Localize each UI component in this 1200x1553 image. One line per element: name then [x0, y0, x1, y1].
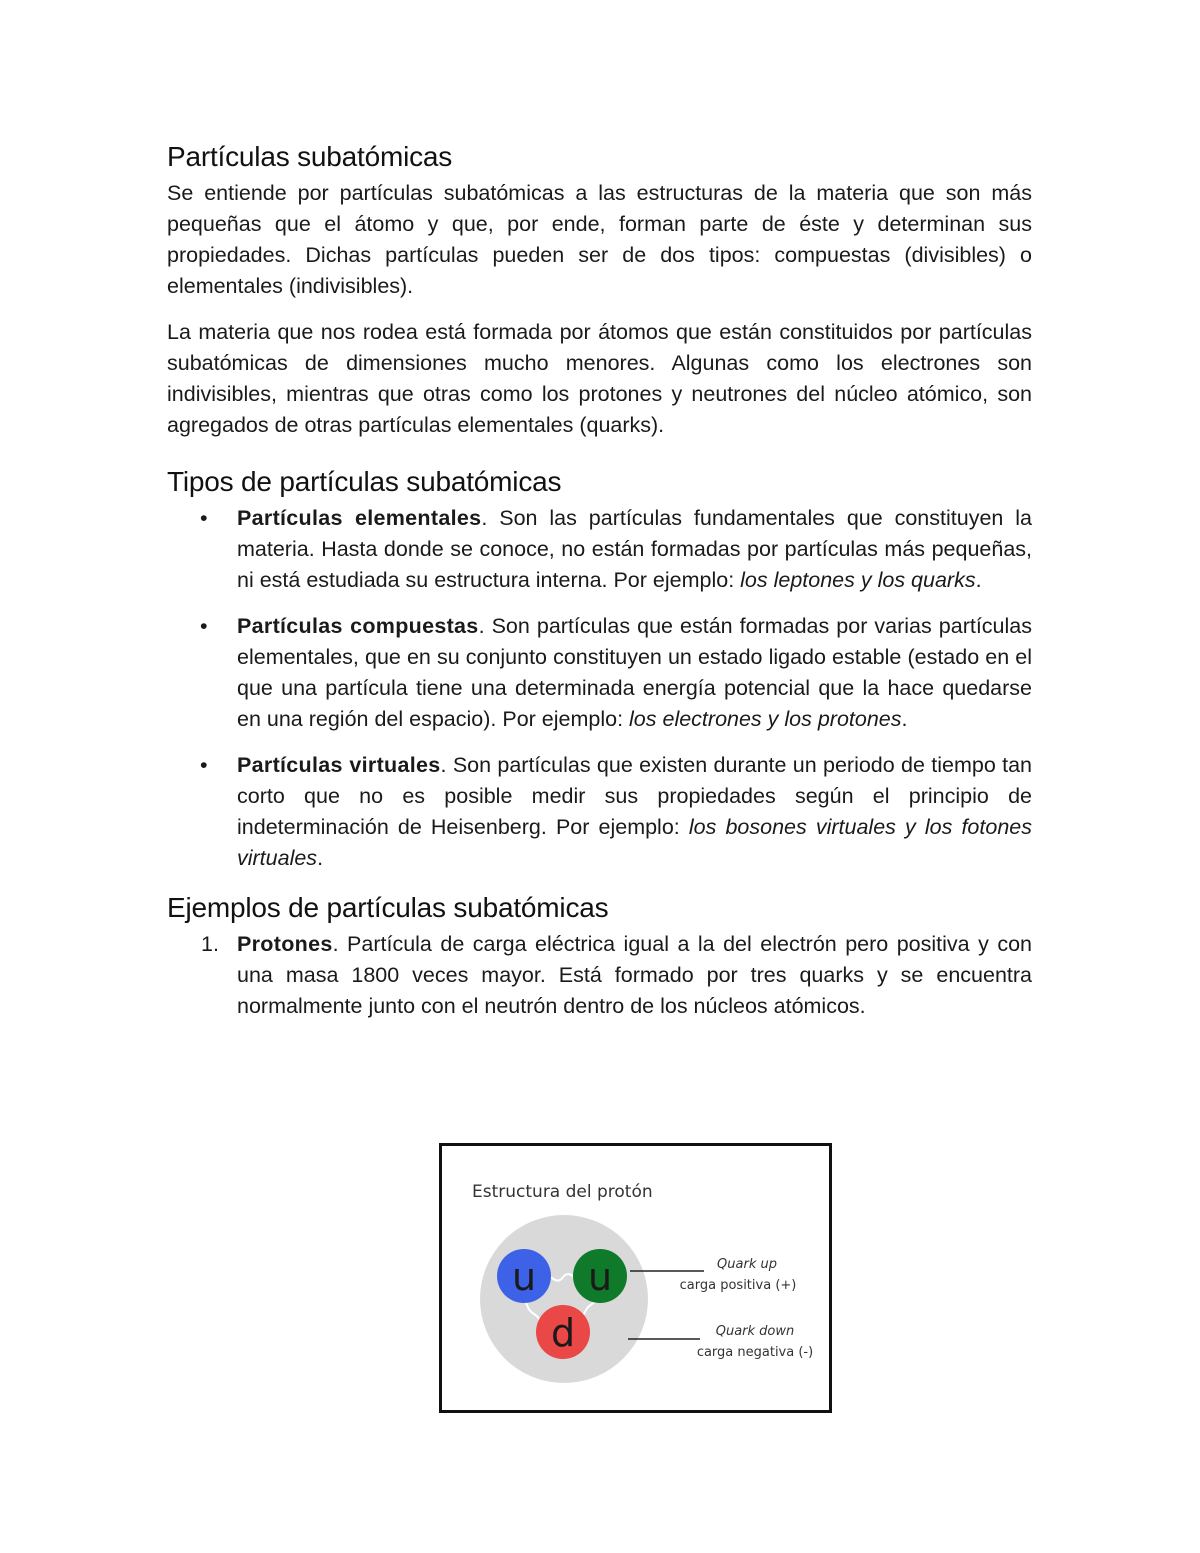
example-virtuales: los bosones virtuales y los fotones virtuales: [237, 815, 1032, 870]
label-quark-up: Quark up: [717, 1257, 777, 1272]
quark-bottom-letter: d: [550, 1311, 576, 1355]
paragraph-matter: La materia que nos rodea está formada por átomos que están constituidos por partículas subatómicas de dimensiones mucho menores. Algunas como los electrones son indivisibles, mientras que otras como los protones y neutrones del núcleo atómico, son agregados de otras partículas elementales (quarks).: [167, 320, 1032, 437]
document-body: [167, 138, 1032, 1037]
section-title-ejemplos: Ejemplos de partículas subatómicas: [167, 892, 609, 923]
examples-list: [167, 929, 1032, 1022]
section-title-tipos: Tipos de partículas subatómicas: [167, 466, 562, 497]
list-item-elementales: [167, 503, 1032, 596]
number-marker: 1.: [201, 932, 219, 956]
bullet-marker: •: [200, 753, 208, 777]
section-title-particulas: Partículas subatómicas: [167, 141, 453, 172]
sentence-end: .: [317, 846, 324, 870]
quark-right-letter: u: [587, 1255, 613, 1299]
list-item-compuestas: [167, 611, 1032, 735]
list-item-virtuales: [167, 750, 1032, 874]
term-virtuales: Partículas virtuales: [237, 753, 441, 777]
proton-diagram: [442, 1146, 829, 1410]
types-list: [167, 503, 1032, 874]
label-quark-down: Quark down: [715, 1324, 795, 1339]
label-charge-positive: carga positiva (+): [679, 1278, 797, 1293]
proton-structure-figure: [439, 1143, 832, 1413]
term-elementales: Partículas elementales: [237, 506, 482, 530]
example-compuestas: los electrones y los protones: [629, 707, 902, 731]
sentence-end: .: [901, 707, 908, 731]
figure-title: Estructura del protón: [472, 1182, 653, 1202]
term-compuestas: Partículas compuestas: [237, 614, 479, 638]
example-elementales: los leptones y los quarks: [740, 568, 976, 592]
paragraph-definition: Se entiende por partículas subatómicas a las estructuras de la materia que son más pequeñas que el átomo y que, por ende, forman parte de éste y determinan sus propiedades. Dichas partículas pueden ser de dos tipos: compuestas (divisibles) o elementales (indivisibles).: [167, 181, 1032, 298]
description-compuestas: . Son partículas que están formadas por varias partículas elementales, que en su conjunto constituyen un estado ligado estable (estado en el que una partícula tiene una determinada energía potencial que la hace quedarse en una región del espacio). Por ejemplo:: [237, 614, 1032, 731]
sentence-end: .: [975, 568, 982, 592]
bullet-marker: •: [200, 506, 208, 530]
term-protones: Protones: [237, 932, 333, 956]
bullet-marker: •: [200, 614, 208, 638]
description-protones: . Partícula de carga eléctrica igual a la del electrón pero positiva y con una masa 1800 veces mayor. Está formado por tres quarks y se encuentra normalmente junto con el neutrón dentro de los núcleos atómicos.: [237, 932, 1032, 1018]
list-item-protones: [167, 929, 1032, 1022]
description-elementales: . Son las partículas fundamentales que constituyen la materia. Hasta donde se conoce, no están formadas por partículas más pequeñas, ni está estudiada su estructura interna. Por ejemplo:: [237, 506, 1032, 592]
label-charge-negative: carga negativa (-): [696, 1345, 814, 1360]
description-virtuales: . Son partículas que existen durante un periodo de tiempo tan corto que no es posible medir sus propiedades según el principio de indeterminación de Heisenberg. Por ejemplo:: [237, 753, 1032, 839]
quark-left-letter: u: [511, 1255, 537, 1299]
